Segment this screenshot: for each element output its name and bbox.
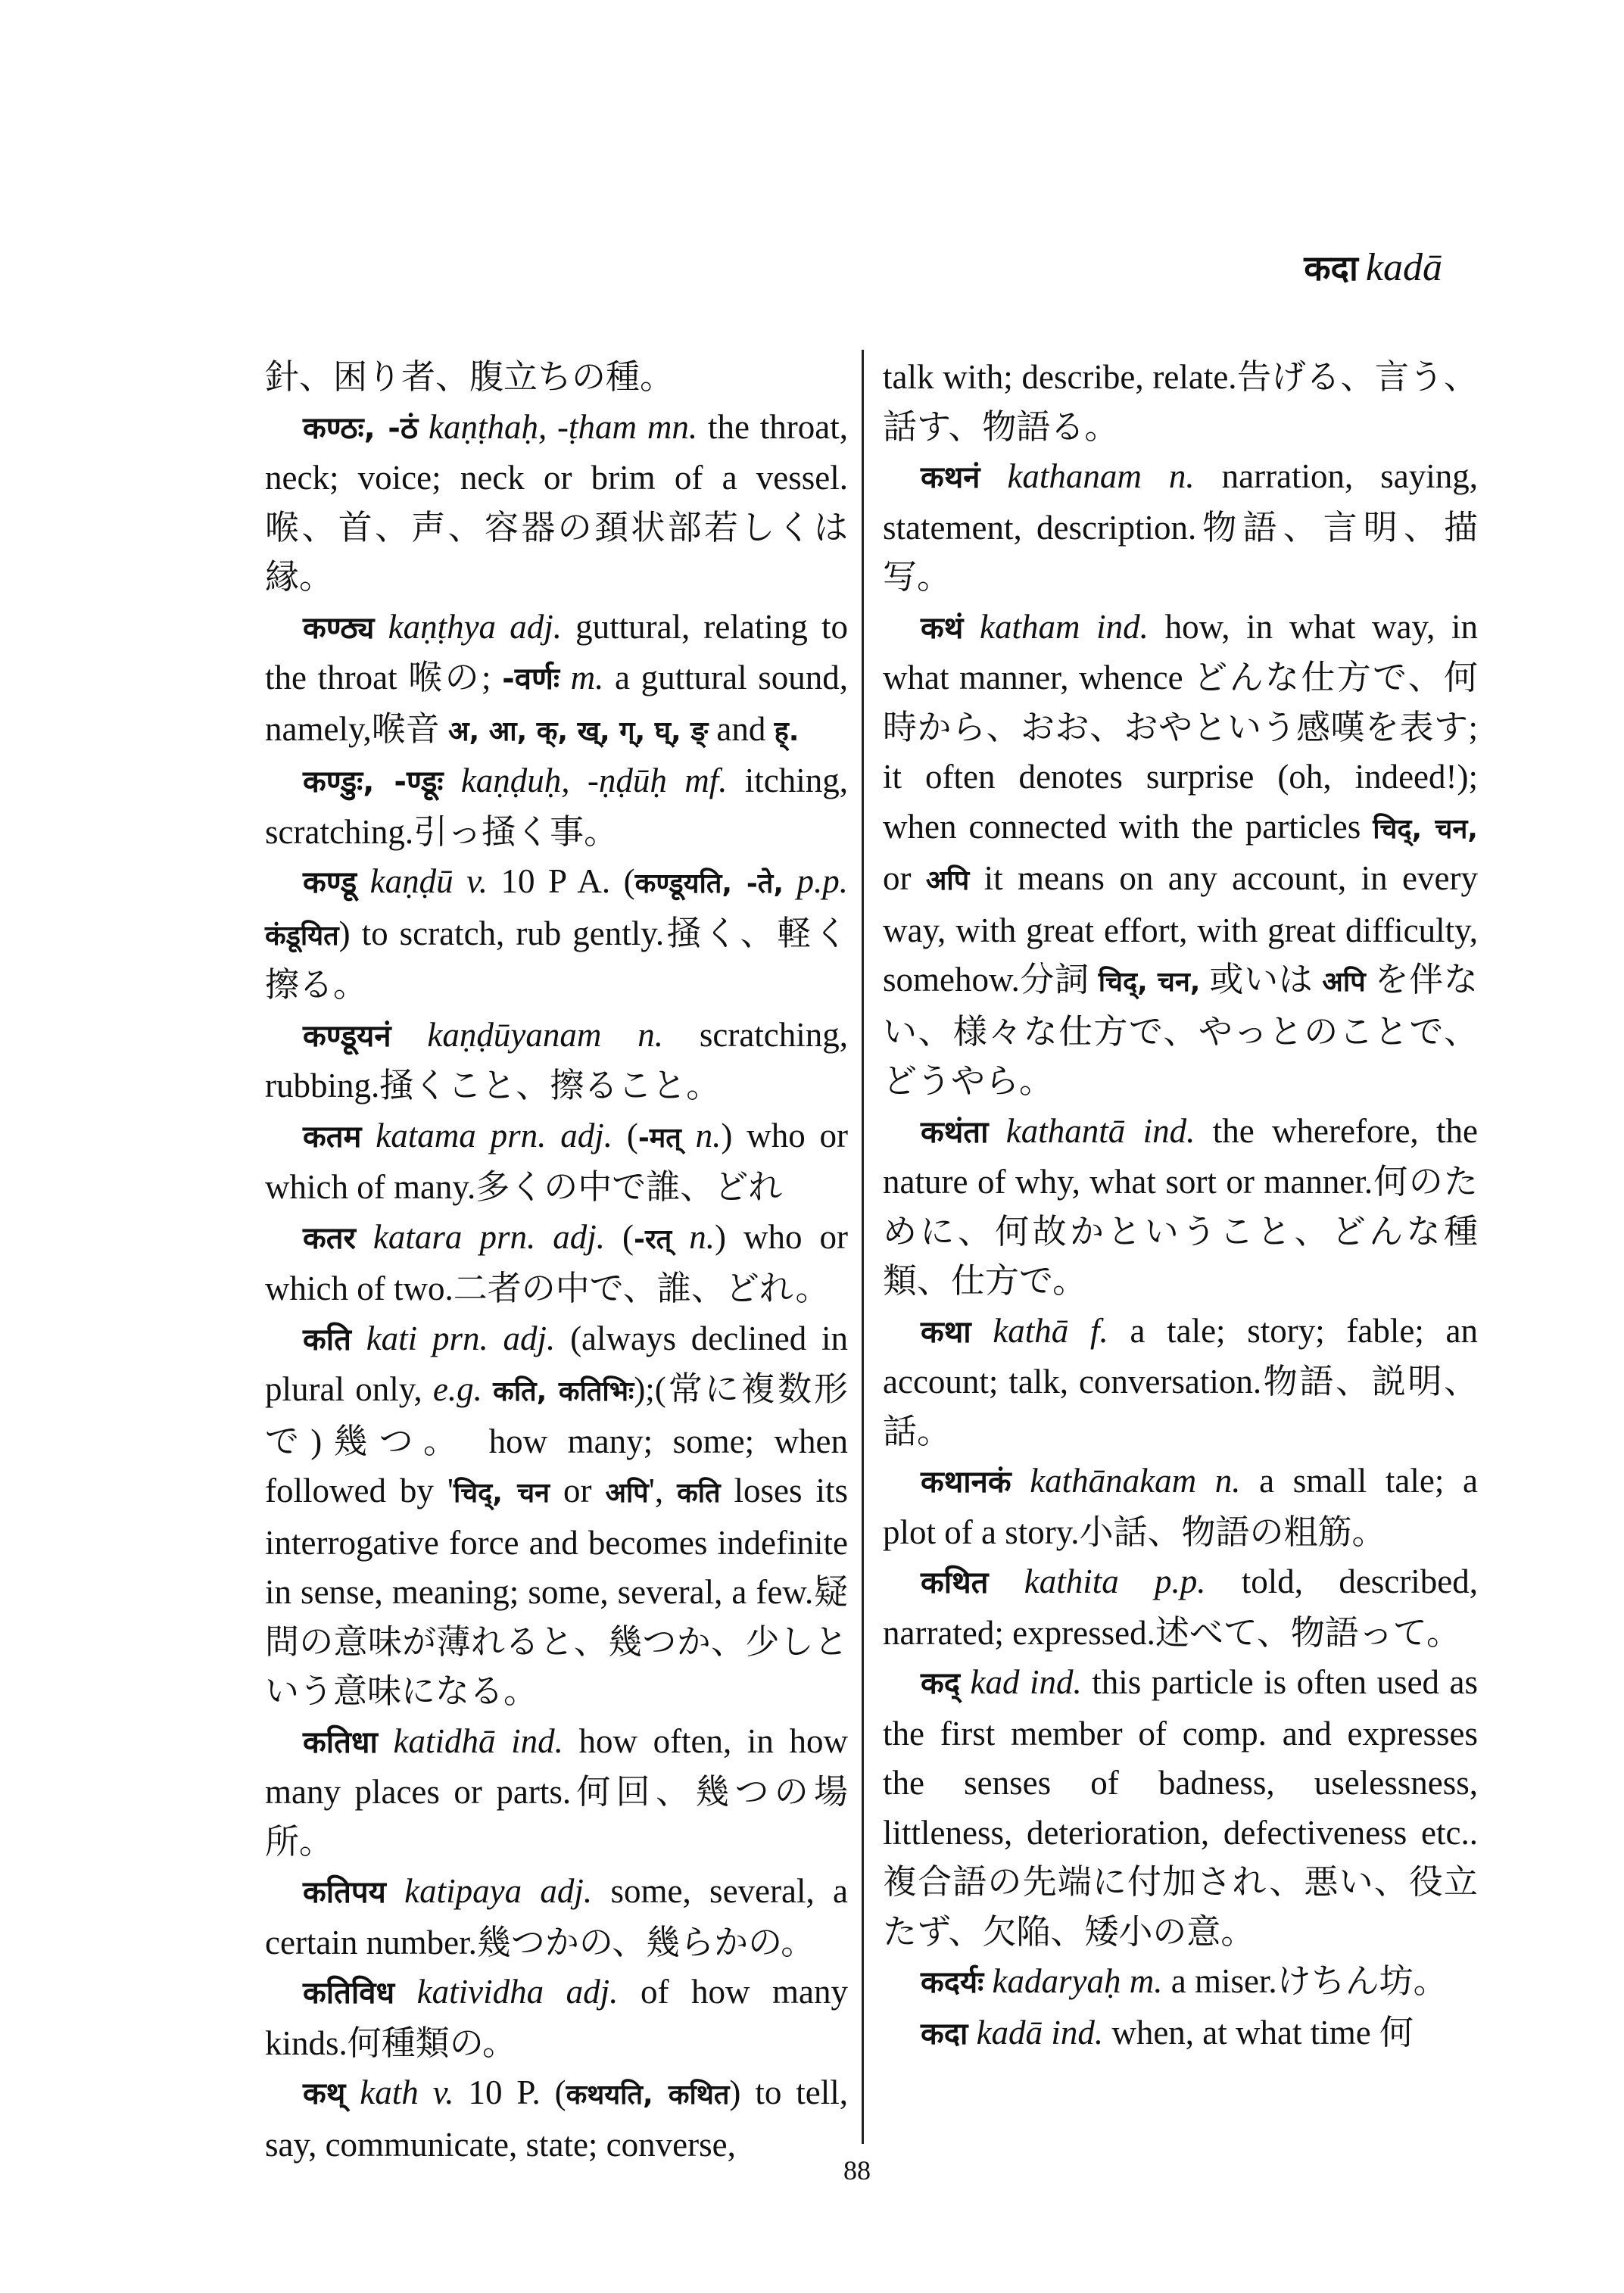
definition: 10 P A. ( [488,862,635,900]
devanagari-text: चिद्, चन, [1373,813,1478,845]
transliteration: kaṇṭhya [388,607,497,646]
entry-kad [883,1658,1478,1957]
definition: scratching, rubbing.掻くこと、擦ること。 [265,1015,849,1104]
definition: when, at what time 何 [1103,2013,1414,2052]
entry-katama [265,1111,848,1213]
transliteration: kaṇḍū [369,862,454,900]
grammar: f. [1090,1311,1108,1350]
transliteration: kadā [976,2013,1043,2052]
right-column [883,353,1478,2059]
definition: or [883,859,926,897]
grammar: adj. [566,1973,619,2011]
headword: कद् [921,1666,960,1701]
transliteration: kathantā [1005,1111,1126,1150]
devanagari-text: -मत् [637,1122,681,1154]
headword: कदर्यः [921,1965,984,2000]
entry-text: 針、困り者、腹立ちの種。 [265,358,675,396]
entry-kathanam [883,452,1478,603]
grammar: prn. adj. [432,1319,556,1357]
grammar: n. [637,1015,663,1054]
headword: कण्डूयनं [303,1018,391,1054]
definition: and [708,709,775,748]
grammar: m. [570,659,604,696]
definition: ) who or which of many.多くの中で誰、どれ [265,1116,849,1206]
entry-kanthah [265,403,848,603]
grammar: prn. adj. [490,1116,613,1154]
definition: narration, saying, statement, description.物語、言明、描写。 [883,457,1478,596]
devanagari-text: कंडूयित [265,920,339,952]
definition: a small tale; a plot of a story.小話、物語の粗筋。 [883,1462,1478,1551]
definition: ( [612,1116,638,1154]
entry-kati [265,1314,848,1717]
headword: कण्ठः, -ठं [303,410,419,446]
definition: a tale; story; fable; an account; talk, conversation.物語、説明、話。 [883,1311,1479,1450]
headword: कथ् [303,2076,346,2111]
devanagari-text: कति, कतिभिः [493,1376,634,1407]
headword: कथंता [921,1114,989,1150]
headword: कण्डू [303,865,357,900]
transliteration: katividha [416,1973,544,2011]
definition: how, in what way, in what manner, whence どんな仕方で、何時から、おお、おやという感嘆を表す; it often denotes surprise (oh, indeed!); when connected with the particles [883,607,1479,846]
grammar: e.g. [432,1370,482,1408]
devanagari-text: -रत् [634,1223,672,1255]
transliteration: kaṇṭhaḥ, -ṭham [429,407,637,446]
grammar: p.p. [1155,1562,1206,1600]
left-column [265,353,848,2170]
definition: it means on any account, in every way, with great effort, with great difficulty, somehow.分詞 [883,859,1478,999]
devanagari-text: अपि [605,1478,649,1509]
entry-katha [883,1307,1478,1457]
entry-kanduyanam [265,1011,848,1111]
headword: कण्ठ्य [303,610,375,646]
headword: कतिविध [303,1976,395,2011]
grammar: ind. [511,1721,563,1760]
definition: the wherefore, the nature of why, what sort or manner.何のために、何故かということ、どんな種類、仕方で。 [883,1111,1478,1300]
grammar: adj. [510,607,562,646]
running-head-transliteration: kadā [1365,246,1442,289]
headword: कथा [921,1314,971,1350]
transliteration: kaṇḍūyanam [427,1015,602,1054]
grammar: mf. [684,762,728,799]
grammar: adj. [540,1872,593,1910]
definition: of how many kinds.何種類の。 [265,1973,849,2062]
grammar: ind. [1051,2013,1104,2052]
definition: told, described, narrated; expressed.述べて、物語って。 [883,1562,1478,1652]
transliteration: kathānakam [1030,1462,1197,1500]
transliteration: kaṇḍuḥ, -ṇḍūḥ [460,762,667,799]
devanagari-text: चिद्, चन [453,1478,550,1509]
headword: कतिधा [303,1724,378,1760]
grammar: v. [466,862,488,900]
definition: 或いは [1200,961,1323,999]
transliteration: kathā [993,1311,1069,1350]
entry-kathanta [883,1107,1478,1307]
subheadword: -वर्णः [502,662,560,696]
entry-kadaryah [883,1957,1478,2008]
headword: कतम [303,1119,362,1154]
entry-text: talk with; describe, relate.告げる、言う、話す、物語る。 [883,358,1479,446]
definition: a miser.けちん坊。 [1162,1962,1448,2000]
transliteration: kad [970,1663,1020,1701]
definition: 10 P. ( [454,2073,566,2111]
headword: कथनं [921,460,980,495]
grammar: ind. [1029,1663,1082,1701]
definition: some, several, a certain number.幾つかの、幾らかの。 [265,1872,849,1961]
entry-kathita [883,1557,1478,1658]
definition: (always declined in plural only, [265,1319,849,1408]
definition: ', [648,1472,678,1509]
continued-entry [883,353,1478,452]
grammar: ind. [1142,1111,1195,1150]
running-head-devanagari: कदा [1304,248,1358,288]
entry-katividha [265,1967,848,2068]
devanagari-text: कण्डूयति, -ते, [634,868,784,899]
definition: );(常に複数形で)幾つ。 how many; some; when followed by ' [265,1370,848,1509]
grammar: n. [1214,1462,1241,1500]
transliteration: katama [376,1116,476,1154]
entry-katipaya [265,1867,848,1967]
grammar: p.p. [796,862,849,900]
devanagari-text: चिद्, चन, [1098,967,1201,998]
entry-kanduh [265,756,848,857]
column-divider [862,350,864,2144]
grammar: mn. [647,407,698,446]
transliteration: katipaya [404,1872,522,1910]
entry-kada [883,2008,1478,2060]
entry-kanthya [265,603,848,757]
definition: this particle is often used as the first member of comp. and expresses the senses of badness, uselessness, littleness, deterioration, defectiveness etc..複合語の先端に付加され、悪い、役立たず、欠陥、矮小の意。 [883,1663,1479,1951]
definition: ) who or which of two.二者の中で、誰、どれ。 [265,1217,849,1307]
headword: कथित [921,1566,989,1600]
transliteration: katidhā [393,1721,496,1760]
devanagari-text: कथयति, कथित [566,2080,730,2111]
definition: a guttural sound, namely,喉音 [265,659,848,748]
definition: itching, scratching.引っ掻く事。 [265,762,848,851]
transliteration: kathanam [1007,457,1142,495]
transliteration: kadaryaḥ [992,1962,1121,2000]
devanagari-text: अपि [925,865,970,896]
definition: を伴ない、様々な仕方で、やっとのことで、どうやら。 [883,961,1478,1100]
entry-kathanakam [883,1456,1478,1557]
transliteration: katara [372,1217,463,1256]
headword: कतिपय [303,1875,386,1910]
headword: कथं [921,610,964,646]
devanagari-text: अ, आ, क्, ख्, ग्, घ्, ङ् [448,715,709,747]
headword: कण्डुः, -ण्डूः [303,765,444,799]
transliteration: kathita [1024,1562,1119,1600]
devanagari-text: अपि [1322,967,1366,998]
grammar: prn. adj. [479,1217,605,1256]
page-number: 88 [843,2155,871,2186]
entry-kath [265,2068,848,2170]
continued-entry [265,353,848,403]
definition: or [550,1472,606,1509]
grammar: n. [695,1116,722,1154]
devanagari-text: कति [677,1478,721,1509]
transliteration: katham [979,607,1080,646]
transliteration: kath [360,2073,419,2111]
headword: कथानकं [921,1465,1011,1500]
running-head [1304,248,1442,288]
transliteration: kati [366,1319,418,1357]
headword: कदा [921,2016,968,2052]
headword: कतर [303,1220,356,1256]
definition: ) to tell, say, communicate, state; converse, [265,2073,848,2164]
definition: how often, in how many places or parts.何回、幾つの場所。 [265,1721,849,1861]
grammar: m. [1129,1962,1163,2000]
grammar: ind. [1096,607,1149,646]
grammar: n. [1168,457,1195,495]
entry-katidha [265,1717,848,1868]
entry-katara [265,1213,848,1314]
entry-kandu [265,857,848,1011]
definition: ) to scratch, rub gently.掻く、軽く擦る。 [265,914,848,1004]
definition: loses its interrogative force and becomes indefinite in sense, meaning; some, several, a few.疑問の意味が薄れると、幾つか、少しという意味になる。 [265,1472,848,1710]
entry-katham [883,603,1478,1107]
grammar: v. [432,2073,454,2111]
headword: कति [303,1322,351,1357]
definition: ( [605,1217,634,1256]
definition: the throat, neck; voice; neck or brim of a vessel. 喉、首、声、容器の頚状部若しくは縁。 [265,407,848,596]
devanagari-text: ह्. [774,715,800,747]
grammar: n. [689,1217,715,1256]
definition: guttural, relating to the throat 喉の; [265,607,849,696]
